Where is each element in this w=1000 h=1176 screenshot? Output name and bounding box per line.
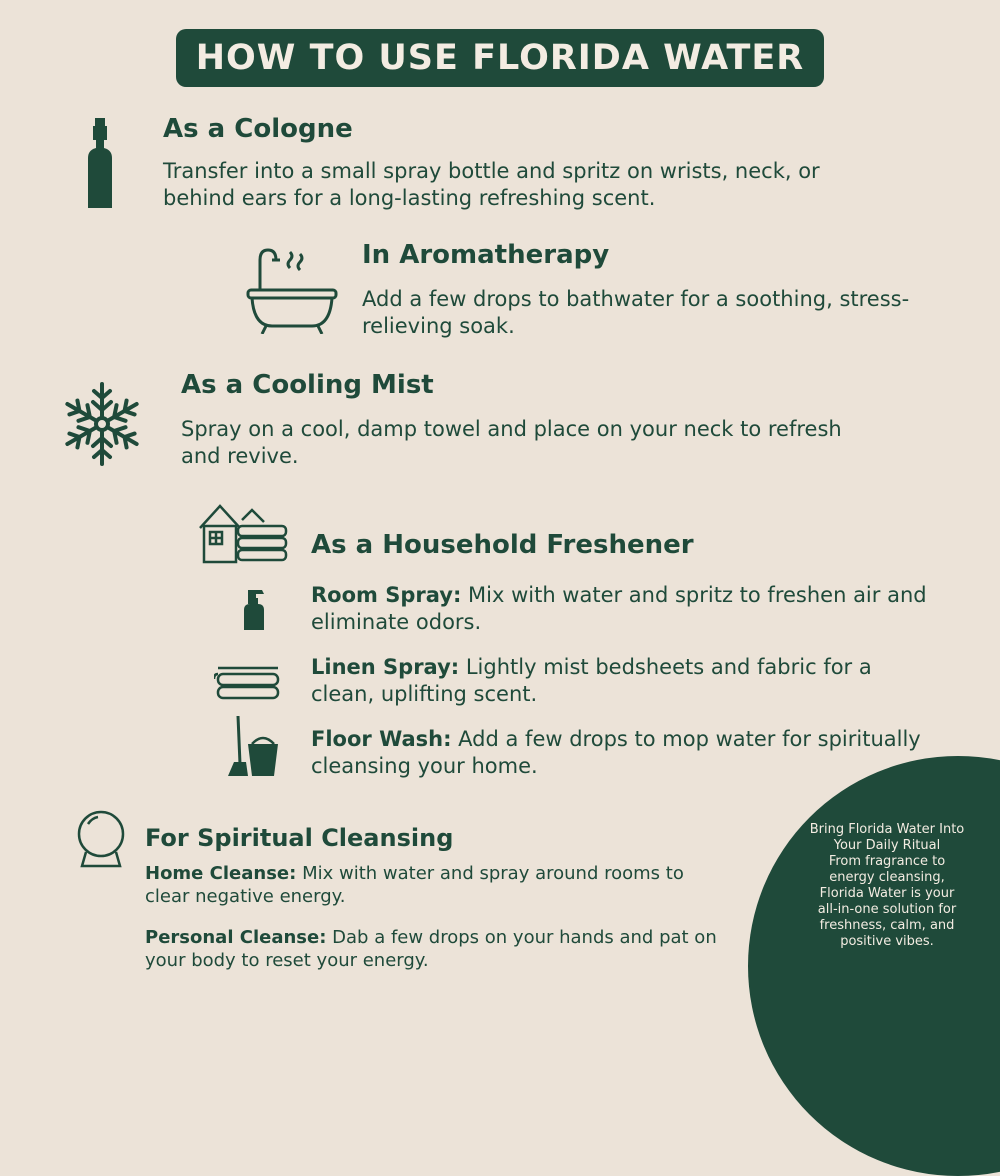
callout-line: energy cleansing, xyxy=(829,870,945,885)
personal-cleanse-text: Dab a few drops on your hands and pat on your body to reset your energy. xyxy=(145,927,717,971)
callout-line: Bring Florida Water Into xyxy=(809,822,965,837)
aromatherapy-text: Add a few drops to bathwater for a soothing, stress-relieving soak. xyxy=(362,287,910,338)
callout-line: all-in-one solution for xyxy=(817,902,957,917)
room-spray-label: Room Spray: xyxy=(311,583,462,607)
cologne-heading: As a Cologne xyxy=(163,114,353,144)
snowflake-icon xyxy=(62,380,142,468)
spray-bottle-icon xyxy=(84,118,116,210)
household-heading: As a Household Freshener xyxy=(311,530,694,560)
house-icon xyxy=(198,502,290,564)
spiritual-item-personal-cleanse xyxy=(145,926,725,972)
cooling-text: Spray on a cool, damp towel and place on your neck to refresh and revive. xyxy=(181,417,842,468)
trigger-spray-icon xyxy=(242,588,268,630)
callout-line: freshness, calm, and xyxy=(819,918,955,933)
aromatherapy-heading: In Aromatherapy xyxy=(362,240,610,270)
callout-line: From fragrance to xyxy=(828,854,946,869)
callout-line: Florida Water is your xyxy=(819,886,955,901)
mop-bucket-icon xyxy=(224,714,282,778)
crystal-ball-icon xyxy=(74,810,128,868)
personal-cleanse-label: Personal Cleanse: xyxy=(145,927,327,948)
household-item-room-spray xyxy=(311,582,931,636)
cooling-heading: As a Cooling Mist xyxy=(181,370,434,400)
home-cleanse-text: Mix with water and spray around rooms to clear negative energy. xyxy=(145,863,684,907)
callout-line: Your Daily Ritual xyxy=(833,838,941,853)
linen-spray-label: Linen Spray: xyxy=(311,655,460,679)
cologne-text: Transfer into a small spray bottle and spritz on wrists, neck, or behind ears for a long-lasting refreshing scent. xyxy=(163,159,820,210)
household-item-linen-spray xyxy=(311,654,931,708)
linen-spray-text: Lightly mist bedsheets and fabric for a clean, uplifting scent. xyxy=(311,655,872,706)
page-title: HOW TO USE FLORIDA WATER xyxy=(195,38,805,78)
callout-circle xyxy=(748,756,1000,1176)
floor-wash-label: Floor Wash: xyxy=(311,727,452,751)
home-cleanse-label: Home Cleanse: xyxy=(145,863,297,884)
callout-line: positive vibes. xyxy=(840,934,934,949)
room-spray-text: Mix with water and spritz to freshen air and eliminate odors. xyxy=(311,583,927,634)
spiritual-heading: For Spiritual Cleansing xyxy=(145,824,454,852)
folded-linen-icon xyxy=(214,666,282,700)
spiritual-item-home-cleanse xyxy=(145,862,725,908)
household-item-floor-wash xyxy=(311,726,931,780)
bathtub-icon xyxy=(246,246,338,334)
floor-wash-text: Add a few drops to mop water for spiritually cleansing your home. xyxy=(311,727,921,778)
title-banner xyxy=(176,29,824,87)
callout-text xyxy=(778,822,996,950)
